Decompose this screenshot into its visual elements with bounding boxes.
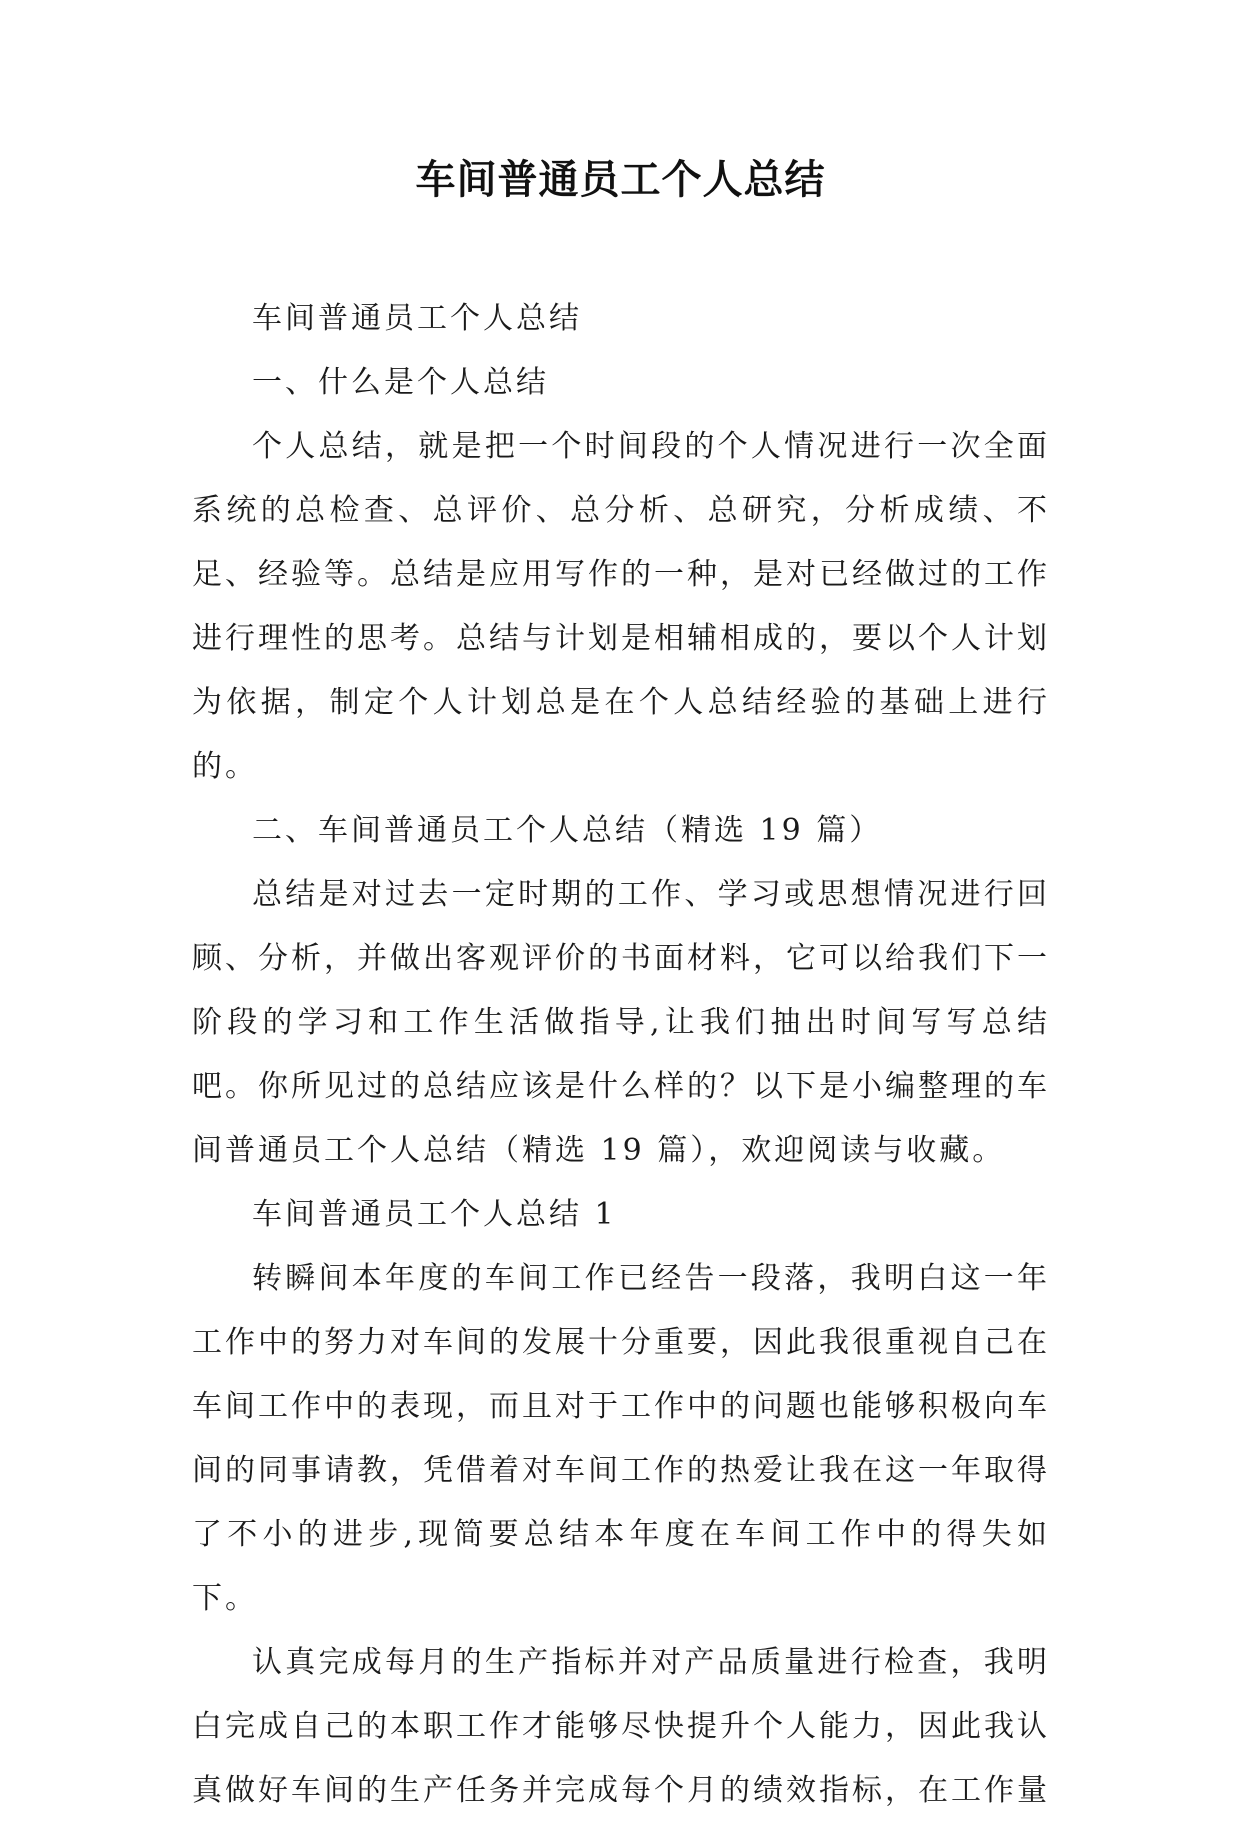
paragraph: 转瞬间本年度的车间工作已经告一段落，我明白这一年工作中的努力对车间的发展十分重要，因此我很重视自己在车间工作中的表现，而且对于工作中的问题也能够积极向车间的同事请教，凭借着对车间工作的热爱让我在这一年取得了不小的进步,现简要总结本年度在车间工作中的得失如下。 bbox=[192, 1261, 1050, 1616]
section-heading-1: 一、什么是个人总结 bbox=[252, 365, 549, 400]
document-body bbox=[192, 287, 1050, 1823]
section-heading-3: 车间普通员工个人总结 1 bbox=[252, 1197, 617, 1232]
paragraph: 认真完成每月的生产指标并对产品质量进行检查，我明白完成自己的本职工作才能够尽快提升个人能力，因此我认真做好车间的生产任务并完成每个月的绩效指标，在工作量 bbox=[192, 1645, 1050, 1808]
paragraph-subtitle: 车间普通员工个人总结 bbox=[252, 301, 582, 336]
paragraph: 个人总结，就是把一个时间段的个人情况进行一次全面系统的总检查、总评价、总分析、总研究，分析成绩、不足、经验等。总结是应用写作的一种，是对已经做过的工作进行理性的思考。总结与计划是相辅相成的，要以个人计划为依据，制定个人计划总是在个人总结经验的基础上进行的。 bbox=[192, 429, 1050, 784]
section-heading-2: 二、车间普通员工个人总结（精选 19 篇） bbox=[252, 813, 883, 848]
document-title: 车间普通员工个人总结 bbox=[415, 157, 826, 203]
paragraph: 总结是对过去一定时期的工作、学习或思想情况进行回顾、分析，并做出客观评价的书面材料，它可以给我们下一阶段的学习和工作生活做指导,让我们抽出时间写写总结吧。你所见过的总结应该是什么样的？以下是小编整理的车间普通员工个人总结（精选 19 篇），欢迎阅读与收藏。 bbox=[192, 877, 1050, 1168]
